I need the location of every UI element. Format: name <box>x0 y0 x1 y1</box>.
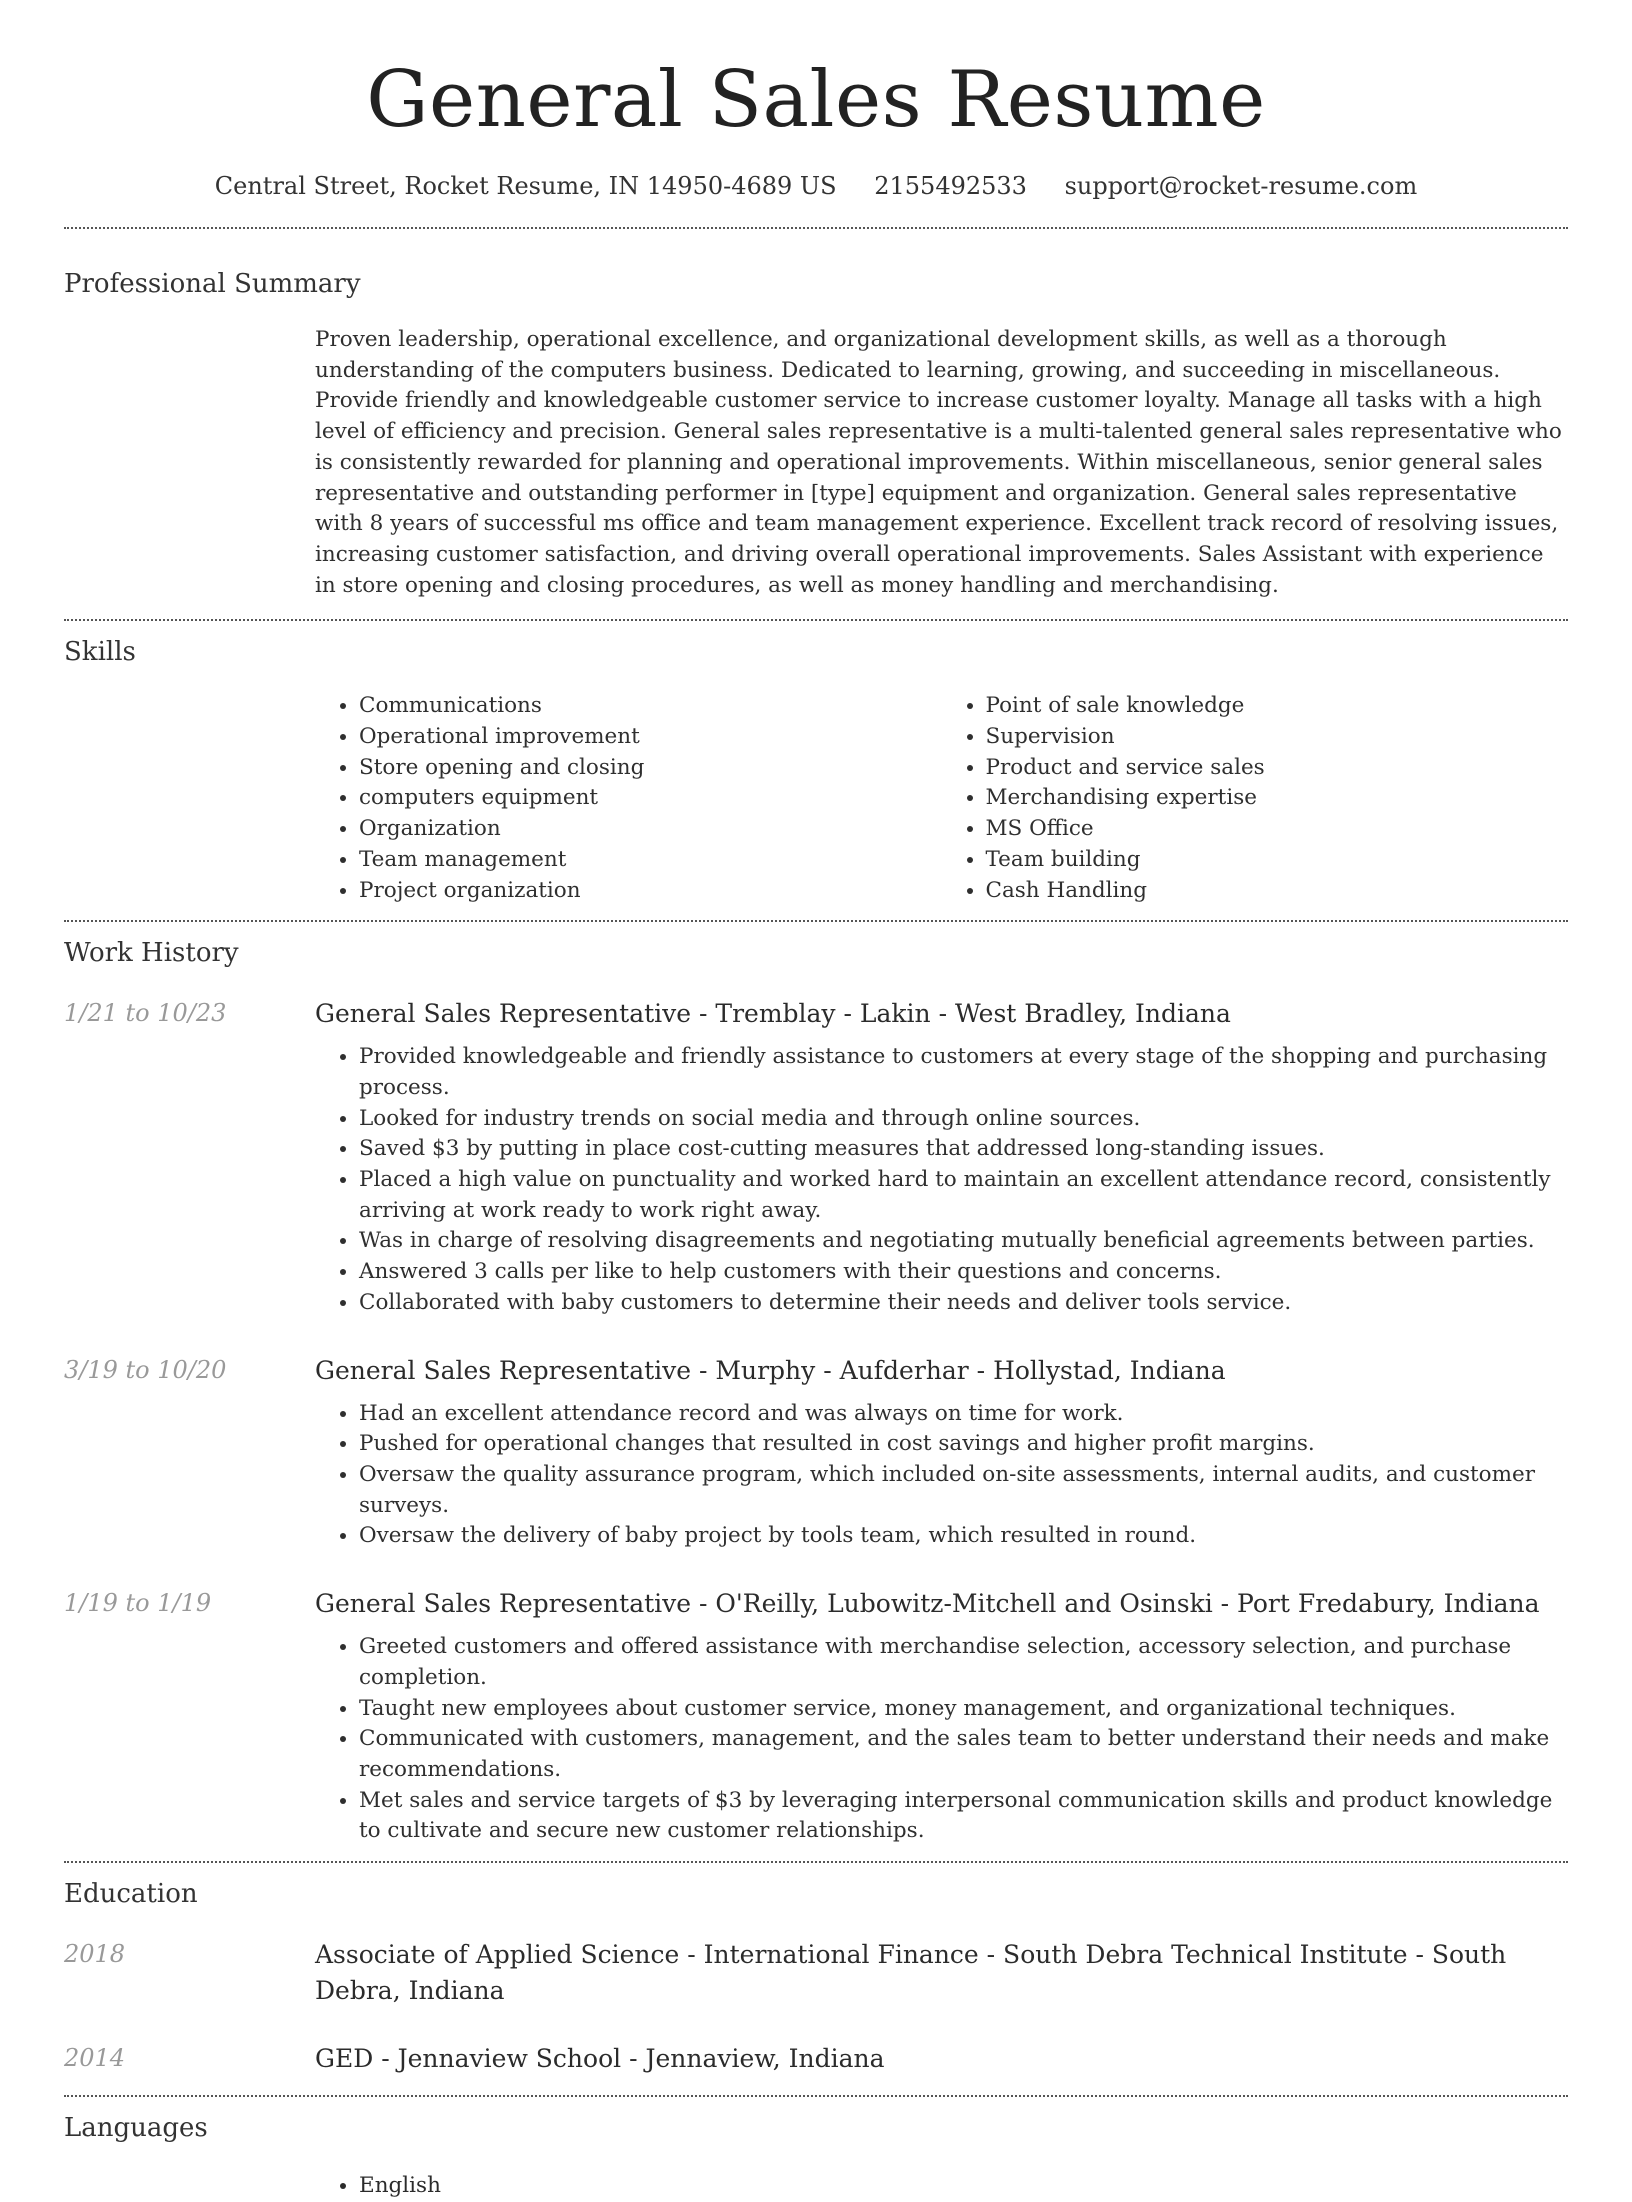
education-heading: Associate of Applied Science - International Finance - South Debra Technical Institute - South Debra, Indiana <box>315 1940 1507 2006</box>
work-bullet: • Taught new employees about customer service, money management, and organizational techniques. <box>359 1694 1568 1725</box>
skill-item: • computers equipment <box>359 783 942 814</box>
skills-grid <box>315 691 1568 906</box>
work-entry <box>64 1586 1568 1847</box>
resume-title: General Sales Resume <box>366 55 1266 145</box>
work-dates: 1/19 to 1/19 <box>64 1589 212 1618</box>
work-entry <box>64 996 1568 1318</box>
skill-item: • Product and service sales <box>986 753 1569 784</box>
section-divider <box>64 2095 1568 2097</box>
work-heading: General Sales Representative - O'Reilly, Lubowitz-Mitchell and Osinski - Port Fredabury, Indiana <box>315 1589 1540 1619</box>
skills-section-title: Skills <box>64 637 136 668</box>
section-divider <box>64 227 1568 229</box>
work-entry <box>64 1353 1568 1553</box>
work-bullets <box>315 1399 1568 1553</box>
skills-right-column <box>942 691 1569 906</box>
work-bullet: • Provided knowledgeable and friendly assistance to customers at every stage of the shopping and purchasing process. <box>359 1042 1568 1103</box>
education-entry <box>64 2041 1568 2077</box>
skill-item: • MS Office <box>986 814 1569 845</box>
work-bullet: • Looked for industry trends on social media and through online sources. <box>359 1104 1568 1135</box>
work-bullet: • Oversaw the delivery of baby project by tools team, which resulted in round. <box>359 1521 1568 1552</box>
contact-address: Central Street, Rocket Resume, IN 14950-4689 US <box>214 172 837 200</box>
contact-line <box>64 170 1568 202</box>
work-bullet: • Communicated with customers, management, and the sales team to better understand their needs and make recommendations. <box>359 1724 1568 1785</box>
skill-item: • Cash Handling <box>986 876 1569 907</box>
contact-phone: 2155492533 <box>874 172 1027 200</box>
work-bullet: • Saved $3 by putting in place cost-cutting measures that addressed long-standing issues. <box>359 1134 1568 1165</box>
summary-text: Proven leadership, operational excellence, and organizational development skills, as well as a thorough understanding of the computers business. Dedicated to learning, growing, and succeeding in miscellaneous. Provide friendly and knowledgeable customer service to increase customer loyalty. Manage all tasks with a high level of efficiency and precision. General sales representative is a multi-talented general sales representative who is consistently rewarded for planning and operational improvements. Within miscellaneous, senior general sales representative and outstanding performer in [type] equipment and organization. General sales representative with 8 years of successful ms office and team management experience. Excellent track record of resolving issues, increasing customer satisfaction, and driving overall operational improvements. Sales Assistant with experience in store opening and closing procedures, as well as money handling and merchandising. <box>315 327 1562 598</box>
work-bullet: • Met sales and service targets of $3 by leveraging interpersonal communication skills and product knowledge to cultivate and secure new customer relationships. <box>359 1786 1568 1847</box>
skill-item: • Operational improvement <box>359 722 942 753</box>
work-bullet: • Had an excellent attendance record and was always on time for work. <box>359 1399 1568 1430</box>
work-heading: General Sales Representative - Murphy - Aufderhar - Hollystad, Indiana <box>315 1355 1226 1385</box>
education-section-title: Education <box>64 1879 198 1910</box>
languages-section-title: Languages <box>64 2113 208 2144</box>
skill-item: • Team management <box>359 845 942 876</box>
skill-item: • Organization <box>359 814 942 845</box>
education-heading: GED - Jennaview School - Jennaview, Indiana <box>315 2044 885 2074</box>
work-heading: General Sales Representative - Tremblay - Lakin - West Bradley, Indiana <box>315 999 1231 1029</box>
work-dates: 3/19 to 10/20 <box>64 1355 227 1384</box>
work-dates: 1/21 to 10/23 <box>64 999 227 1028</box>
work-bullet: • Was in charge of resolving disagreements and negotiating mutually beneficial agreements between parties. <box>359 1226 1568 1257</box>
work-bullet: • Oversaw the quality assurance program, which included on-site assessments, internal audits, and customer surveys. <box>359 1460 1568 1521</box>
work-bullets <box>315 1042 1568 1318</box>
skill-item: • Store opening and closing <box>359 753 942 784</box>
work-bullet: • Placed a high value on punctuality and worked hard to maintain an excellent attendance record, consistently arriving at work ready to work right away. <box>359 1165 1568 1226</box>
work-bullet: • Pushed for operational changes that resulted in cost savings and higher profit margins. <box>359 1429 1568 1460</box>
skills-left-column <box>315 691 942 906</box>
section-divider <box>64 619 1568 621</box>
languages-list <box>315 2171 1568 2202</box>
skill-item: • Team building <box>986 845 1569 876</box>
section-divider <box>64 920 1568 922</box>
language-item: • English <box>359 2171 1568 2202</box>
skill-item: • Communications <box>359 691 942 722</box>
work-bullet: • Answered 3 calls per like to help customers with their questions and concerns. <box>359 1257 1568 1288</box>
work-bullets <box>315 1632 1568 1847</box>
summary-section-title: Professional Summary <box>64 269 361 299</box>
skill-item: • Point of sale knowledge <box>986 691 1569 722</box>
section-divider <box>64 1861 1568 1863</box>
skill-item: • Project organization <box>359 876 942 907</box>
work-bullet: • Collaborated with baby customers to determine their needs and deliver tools service. <box>359 1288 1568 1319</box>
education-entry <box>64 1937 1568 2009</box>
skill-item: • Merchandising expertise <box>986 783 1569 814</box>
education-year: 2014 <box>64 2044 126 2073</box>
work-bullet: • Greeted customers and offered assistance with merchandise selection, accessory selection, and purchase completion. <box>359 1632 1568 1693</box>
work-section-title: Work History <box>64 938 239 969</box>
skill-item: • Supervision <box>986 722 1569 753</box>
contact-email: support@rocket-resume.com <box>1064 172 1418 200</box>
education-year: 2018 <box>64 1940 126 1969</box>
